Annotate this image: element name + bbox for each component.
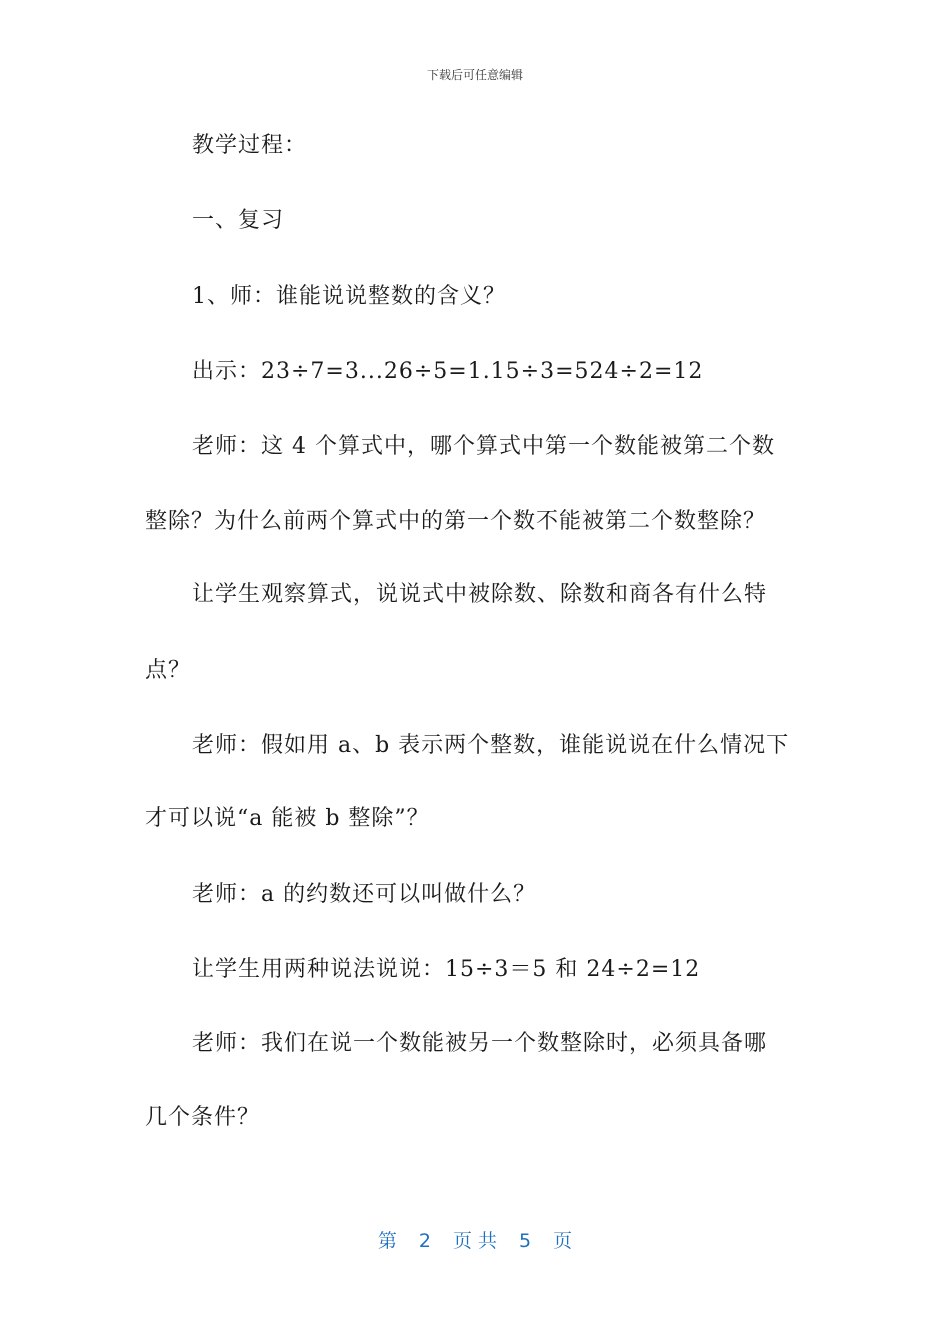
section-heading-review: 一、复习 [192,208,285,233]
current-page-number: 2 [418,1230,431,1252]
paragraph-line: 整除？为什么前两个算式中的第一个数不能被第二个数整除？ [145,509,767,534]
section-heading-teaching-process: 教学过程： [192,133,308,158]
paragraph-line: 点？ [145,658,192,683]
paragraph-line: 让学生用两种说法说说：15÷3＝5 和 24÷2=12 [192,957,701,982]
paragraph-line: 老师：假如用 a、b 表示两个整数，谁能说说在什么情况下 [192,733,790,758]
paragraph-line: 老师：这 4 个算式中，哪个算式中第一个数能被第二个数 [192,434,775,459]
paragraph-line: 老师：a 的约数还可以叫做什么？ [192,882,537,907]
footer-middle: 页 共 [452,1230,498,1252]
page-header: 下载后可任意编辑 [426,68,523,82]
paragraph-line: 让学生观察算式，说说式中被除数、除数和商各有什么特 [192,582,768,607]
footer-suffix: 页 [553,1230,573,1252]
paragraph-line: 才可以说“a 能被 b 整除”？ [145,806,430,831]
page-footer [0,1226,950,1253]
paragraph-line: 老师：我们在说一个数能被另一个数整除时，必须具备哪 [192,1031,768,1056]
total-pages-number: 5 [519,1230,532,1252]
paragraph-line: 出示：23÷7=3...26÷5=1.15÷3=524÷2=12 [192,359,704,384]
paragraph-line: 几个条件？ [145,1105,261,1130]
footer-prefix: 第 [377,1230,397,1252]
paragraph-line: 1、师：谁能说说整数的含义？ [192,284,506,309]
